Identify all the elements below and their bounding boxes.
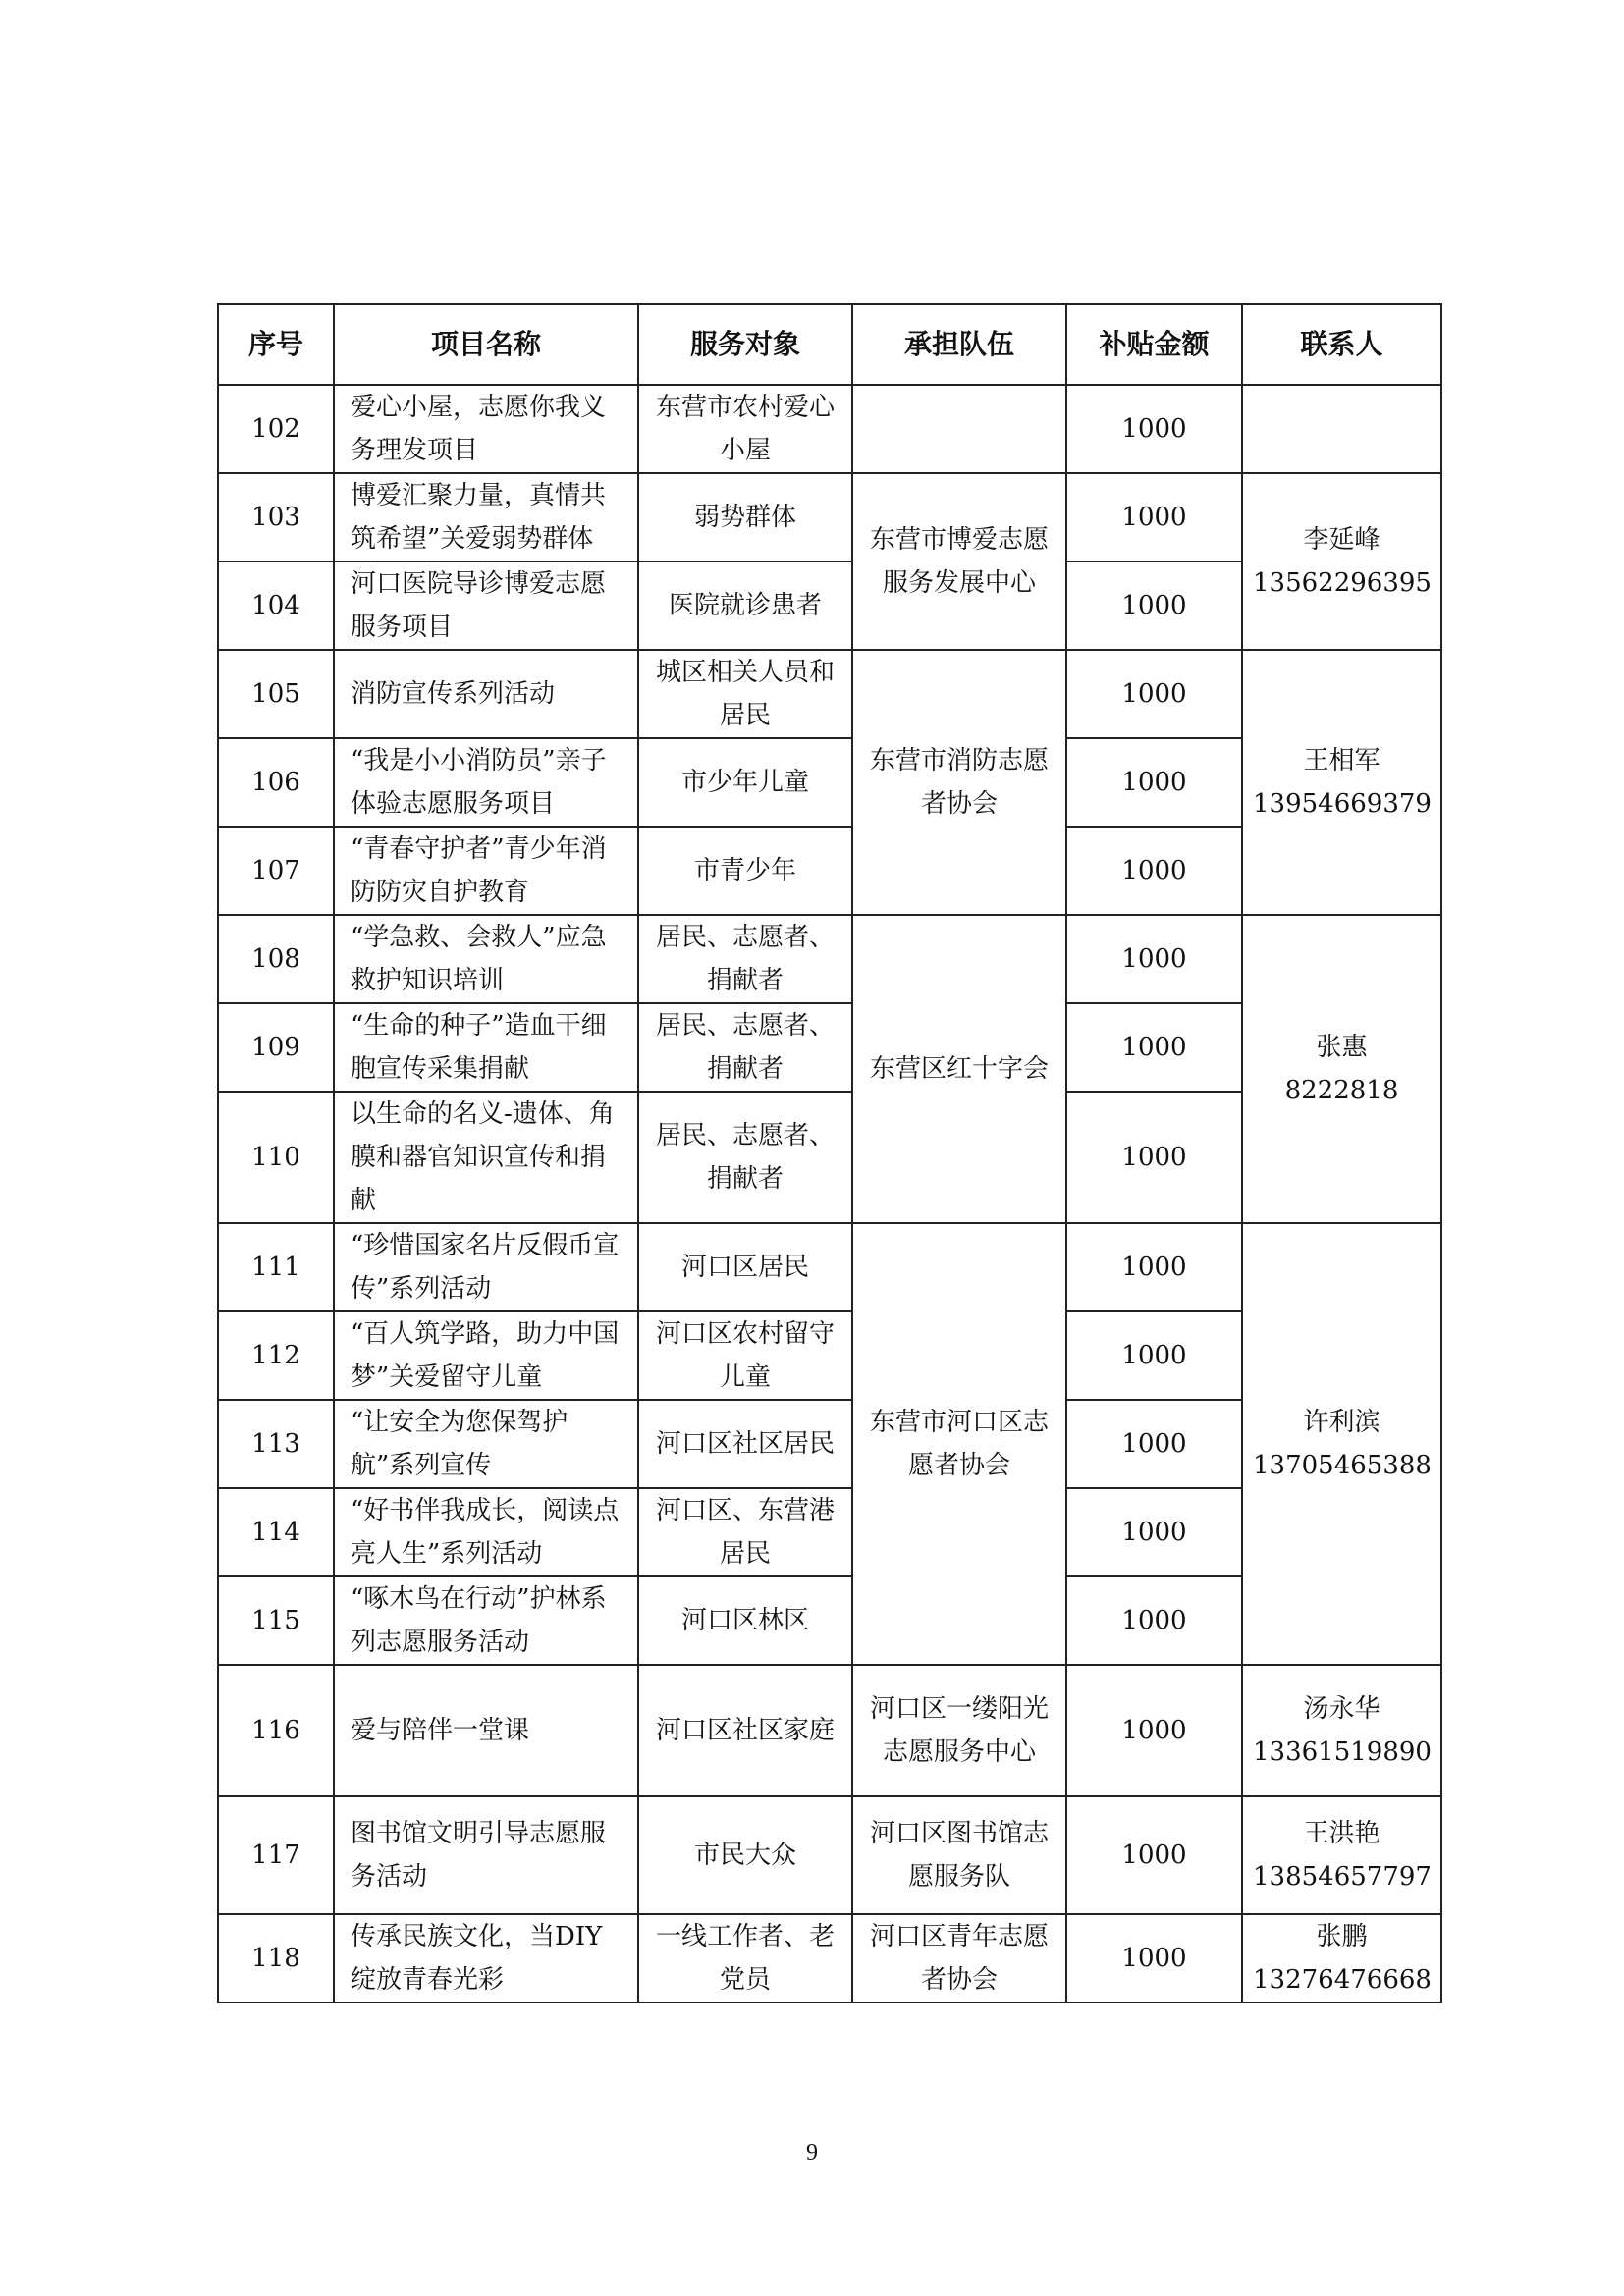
row-team: 河口区一缕阳光志愿服务中心 — [852, 1665, 1066, 1796]
row-project-name: “让安全为您保驾护航”系列宣传 — [334, 1400, 638, 1488]
row-amount: 1000 — [1066, 473, 1242, 561]
contact-phone: 13705465388 — [1253, 1451, 1432, 1480]
contact-name: 王洪艳 — [1303, 1819, 1380, 1848]
row-service-target: 一线工作者、老党员 — [638, 1914, 852, 2002]
row-project-name: “青春守护者”青少年消防防灾自护教育 — [334, 827, 638, 915]
row-team: 东营区红十字会 — [852, 915, 1066, 1223]
row-project-name: 爱与陪伴一堂课 — [334, 1665, 638, 1796]
row-amount: 1000 — [1066, 1914, 1242, 2002]
contact-name: 张鹏 — [1316, 1922, 1368, 1951]
row-amount: 1000 — [1066, 827, 1242, 915]
row-project-name: 以生命的名义-遗体、角膜和器官知识宣传和捐献 — [334, 1092, 638, 1223]
row-project-name: 河口医院导诊博爱志愿服务项目 — [334, 561, 638, 650]
contact-name: 许利滨 — [1303, 1408, 1380, 1437]
row-no: 112 — [218, 1311, 334, 1400]
table-row — [218, 385, 1441, 473]
row-team — [852, 385, 1066, 473]
row-contact — [1242, 915, 1441, 1223]
row-team: 河口区图书馆志愿服务队 — [852, 1796, 1066, 1914]
row-project-name: “好书伴我成长，阅读点亮人生”系列活动 — [334, 1488, 638, 1576]
row-service-target: 河口区社区家庭 — [638, 1665, 852, 1796]
row-service-target: 东营市农村爱心小屋 — [638, 385, 852, 473]
row-service-target: 河口区居民 — [638, 1223, 852, 1311]
row-team: 东营市消防志愿者协会 — [852, 650, 1066, 915]
row-project-name: 爱心小屋，志愿你我义务理发项目 — [334, 385, 638, 473]
row-no: 108 — [218, 915, 334, 1003]
row-service-target: 居民、志愿者、捐献者 — [638, 1003, 852, 1092]
row-service-target: 河口区林区 — [638, 1576, 852, 1665]
row-no: 113 — [218, 1400, 334, 1488]
row-contact — [1242, 650, 1441, 915]
row-amount: 1000 — [1066, 1311, 1242, 1400]
row-no: 115 — [218, 1576, 334, 1665]
contact-name: 李延峰 — [1303, 525, 1380, 555]
row-amount: 1000 — [1066, 1092, 1242, 1223]
table-row — [218, 1665, 1441, 1796]
contact-phone: 13954669379 — [1253, 789, 1432, 819]
row-amount: 1000 — [1066, 385, 1242, 473]
contact-phone: 13562296395 — [1253, 568, 1432, 598]
row-amount: 1000 — [1066, 1576, 1242, 1665]
row-no: 111 — [218, 1223, 334, 1311]
row-project-name: “生命的种子”造血干细胞宣传采集捐献 — [334, 1003, 638, 1092]
header-contact: 联系人 — [1242, 304, 1441, 385]
row-project-name: “啄木鸟在行动”护林系列志愿服务活动 — [334, 1576, 638, 1665]
row-service-target: 河口区农村留守儿童 — [638, 1311, 852, 1400]
projects-table — [217, 303, 1442, 2003]
row-team: 河口区青年志愿者协会 — [852, 1914, 1066, 2002]
row-service-target: 城区相关人员和居民 — [638, 650, 852, 738]
row-no: 117 — [218, 1796, 334, 1914]
row-project-name: “百人筑学路，助力中国梦”关爱留守儿童 — [334, 1311, 638, 1400]
row-service-target: 市少年儿童 — [638, 738, 852, 827]
row-service-target: 河口区社区居民 — [638, 1400, 852, 1488]
row-no: 107 — [218, 827, 334, 915]
row-team: 东营市河口区志愿者协会 — [852, 1223, 1066, 1665]
table-row — [218, 1914, 1441, 2002]
table-row — [218, 473, 1441, 561]
header-service-target: 服务对象 — [638, 304, 852, 385]
row-service-target: 居民、志愿者、捐献者 — [638, 915, 852, 1003]
row-no: 104 — [218, 561, 334, 650]
row-no: 109 — [218, 1003, 334, 1092]
row-amount: 1000 — [1066, 1796, 1242, 1914]
row-contact — [1242, 1796, 1441, 1914]
row-amount: 1000 — [1066, 738, 1242, 827]
row-project-name: 博爱汇聚力量，真情共筑希望”关爱弱势群体 — [334, 473, 638, 561]
row-amount: 1000 — [1066, 915, 1242, 1003]
row-service-target: 医院就诊患者 — [638, 561, 852, 650]
contact-phone: 13276476668 — [1253, 1965, 1432, 1995]
row-contact — [1242, 385, 1441, 473]
row-project-name: 消防宣传系列活动 — [334, 650, 638, 738]
row-no: 110 — [218, 1092, 334, 1223]
table-header-row — [218, 304, 1441, 385]
row-service-target: 市民大众 — [638, 1796, 852, 1914]
row-no: 103 — [218, 473, 334, 561]
row-project-name: “珍惜国家名片反假币宣传”系列活动 — [334, 1223, 638, 1311]
row-amount: 1000 — [1066, 1665, 1242, 1796]
table-row — [218, 915, 1441, 1003]
contact-name: 王相军 — [1303, 746, 1380, 775]
table-row — [218, 1796, 1441, 1914]
row-no: 102 — [218, 385, 334, 473]
row-amount: 1000 — [1066, 650, 1242, 738]
page-number: 9 — [806, 2140, 818, 2165]
contact-phone: 13854657797 — [1253, 1862, 1432, 1892]
row-amount: 1000 — [1066, 1488, 1242, 1576]
row-service-target: 河口区、东营港居民 — [638, 1488, 852, 1576]
row-contact — [1242, 1223, 1441, 1665]
contact-name: 张惠 — [1316, 1033, 1368, 1062]
header-team: 承担队伍 — [852, 304, 1066, 385]
table-row — [218, 1223, 1441, 1311]
row-contact — [1242, 473, 1441, 650]
row-project-name: “我是小小消防员”亲子体验志愿服务项目 — [334, 738, 638, 827]
row-service-target: 市青少年 — [638, 827, 852, 915]
header-project-name: 项目名称 — [334, 304, 638, 385]
row-no: 118 — [218, 1914, 334, 2002]
row-project-name: 图书馆文明引导志愿服务活动 — [334, 1796, 638, 1914]
header-subsidy: 补贴金额 — [1066, 304, 1242, 385]
row-no: 116 — [218, 1665, 334, 1796]
row-amount: 1000 — [1066, 1400, 1242, 1488]
row-team: 东营市博爱志愿服务发展中心 — [852, 473, 1066, 650]
row-project-name: 传承民族文化，当DIY绽放青春光彩 — [334, 1914, 638, 2002]
row-contact — [1242, 1914, 1441, 2002]
row-amount: 1000 — [1066, 1223, 1242, 1311]
row-amount: 1000 — [1066, 561, 1242, 650]
row-no: 105 — [218, 650, 334, 738]
contact-name: 汤永华 — [1303, 1694, 1380, 1724]
row-project-name: “学急救、会救人”应急救护知识培训 — [334, 915, 638, 1003]
row-contact — [1242, 1665, 1441, 1796]
row-service-target: 弱势群体 — [638, 473, 852, 561]
row-no: 114 — [218, 1488, 334, 1576]
table-row — [218, 650, 1441, 738]
row-no: 106 — [218, 738, 334, 827]
row-service-target: 居民、志愿者、捐献者 — [638, 1092, 852, 1223]
row-amount: 1000 — [1066, 1003, 1242, 1092]
header-no: 序号 — [218, 304, 334, 385]
contact-phone: 8222818 — [1284, 1076, 1399, 1105]
contact-phone: 13361519890 — [1253, 1737, 1432, 1767]
